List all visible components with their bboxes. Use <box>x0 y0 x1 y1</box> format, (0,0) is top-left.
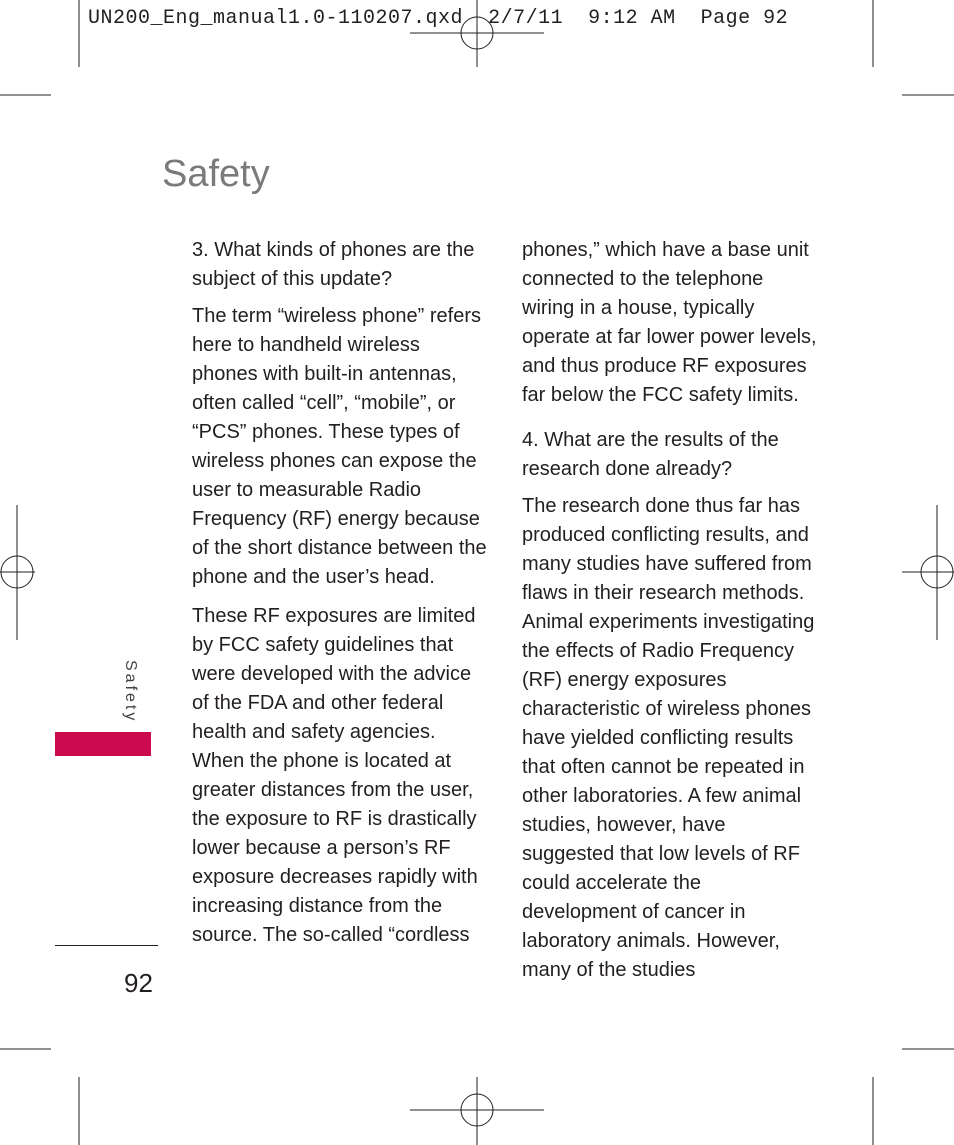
paragraph: The research done thus far has produced conflicting results, and many studies have suffered from flaws in their research methods. Animal experiments investigating the effects of Radio Frequency (RF) energy exposures characteristic of wireless phones have yielded conflicting results that often cannot be repeated in other laboratories. A few animal studies, however, have suggested that low levels of RF could accelerate the development of cancer in laboratory animals. However, many of the studies <box>522 495 815 981</box>
folio-rule <box>55 945 158 946</box>
paragraph: phones,” which have a base unit connected to the telephone wiring in a house, typically operate at far lower power levels, and thus produce RF exposures far below the FCC safety limits. <box>522 239 817 406</box>
paragraph: The term “wireless phone” refers here to handheld wireless phones with built-in antennas, often called “cell”, “mobile”, or “PCS” phones. These types of wireless phones can expose the user to measurable Radio Frequency (RF) energy because of the short distance between the phone and the user’s head. <box>192 305 487 588</box>
section-heading-3: 3. What kinds of phones are the subject of this update? <box>192 239 475 290</box>
left-column <box>192 236 490 960</box>
page-title: Safety <box>162 153 270 195</box>
paragraph: These RF exposures are limited by FCC safety guidelines that were developed with the advice of the FDA and other federal health and safety agencies. When the phone is located at greater distances from the user, the exposure to RF is drastically lower because a person’s RF exposure decreases rapidly with increasing distance from the source. The so-called “cordless <box>192 605 478 946</box>
page-number: 92 <box>124 968 153 998</box>
side-tab-label: Safety <box>122 660 139 724</box>
section-heading-4: 4. What are the results of the research done already? <box>522 429 779 480</box>
side-tab-bar <box>55 732 151 756</box>
right-column <box>522 236 820 995</box>
print-slug: UN200_Eng_manual1.0-110207.qxd 2/7/11 9:12 AM Page 92 <box>88 7 789 30</box>
